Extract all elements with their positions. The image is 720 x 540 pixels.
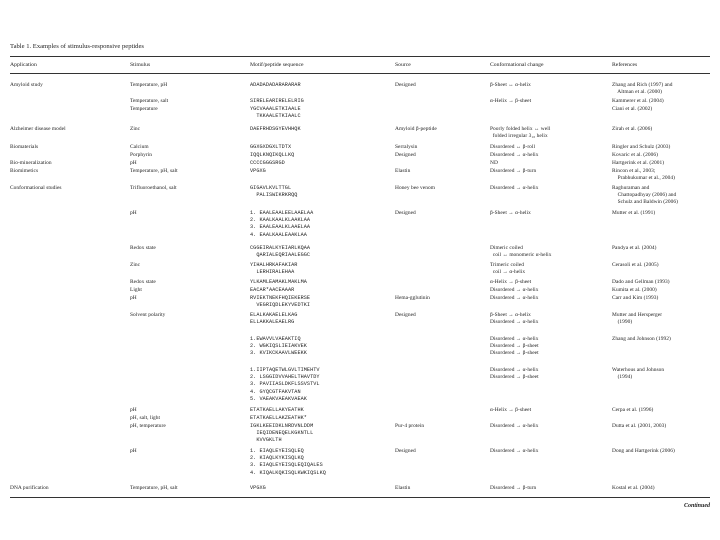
cell-source: Designed [395,210,416,216]
cell-application: Amyloid study [10,82,43,88]
cell-sequence: GGXGXDGXLTDTX [250,144,292,150]
cell-change: Disordered → α-helix [490,423,539,429]
cell-sequence: 1. EAALEAALEELAAELAA 2. KAALKAALKLAAKLAA 3. EAALEAALKLAAELAA 4. EAALKAALEAAKLAA [250,210,314,238]
cell-change: Disordered → β-turn [490,485,537,491]
cell-stimulus: Zinc [130,126,141,132]
header-application: Application [10,62,37,68]
cell-stimulus: Porphyrin [130,152,153,158]
cell-change: β-Sheet → α-helix [490,210,531,216]
cell-stimulus: Calcium [130,144,149,150]
cell-refs: Mutter and Hersperger (1990) [612,312,663,326]
cell-change: α-Helix → β-sheet [490,407,532,413]
bottom-rule [10,497,710,498]
cell-change: Disordered → β-turn [490,168,537,174]
cell-source: Serralysin [395,144,418,150]
cell-change: Trimeric coiled coil → α-helix [490,262,526,276]
cell-change: α-Helix → β-sheet [490,98,532,104]
cell-sequence: DAEFRHDSGYEVHHQK [250,126,301,132]
cell-source: Designed [395,312,416,318]
cell-stimulus: pH [130,448,137,454]
cell-application: Biomimetics [10,168,39,174]
header-source: Source [395,62,411,68]
cell-refs: Kostal et al. (2004) [612,485,655,491]
cell-stimulus: Redox state [130,279,156,285]
cell-refs: Raghuraman and Chattopadhyay (2006) and Schulz and Baldwin (2006) [612,185,678,206]
cell-sequence: VPGXG [250,168,266,174]
cell-refs: Pandya et al. (2004) [612,245,657,251]
cell-application: Bio-mineralization [10,160,52,166]
cell-change: Disordered → α-helix Disordered → β-sheet Disordered → β-sheet [490,336,539,357]
cell-sequence: YLKAMLEAMAKLMAKLMA [250,279,307,285]
cell-change: Disordered → α-helix [490,287,539,293]
cell-source: Honey bee venom [395,185,435,191]
cell-refs: Mutter et al. (1991) [612,210,656,216]
cell-source: Elastin [395,168,411,174]
cell-source: Elastin [395,485,411,491]
cell-stimulus: Temperature [130,106,158,112]
cell-change: Dimeric coiled coil ↔ monomeric α-helix [490,245,552,259]
cell-sequence: 1. EIAQLEYEISQLEQ 2. KIAQLKYKISQLKQ 3. EIAQLEYEISQLEQIQALES 4. KIQALKQKISQLKWKIQSLKQ [250,448,326,476]
cell-source: Designed [395,82,416,88]
cell-change: β-Sheet → α-helix Disordered → α-helix [490,312,539,326]
cell-sequence: ETATKAELLAKZEATHK* [250,415,307,421]
header-references: References [612,62,638,68]
cell-sequence: CCCCGGGSRGD [250,160,285,166]
cell-sequence: EACAR*AACEAAAR [250,287,295,293]
continued-label: Continued [683,503,710,509]
cell-source: Hema-gglutinin [395,295,430,301]
cell-sequence: ADADADADARARARAR [250,82,301,88]
cell-stimulus: pH, salt, light [130,415,161,421]
cell-application: Alzheimer disease model [10,126,66,132]
cell-change: β-Sheet ↔ α-helix [490,82,531,88]
cell-sequence: YIHALHRKAFAKIAR LERHIRALEHAA [250,262,298,276]
cell-source: Pur-4 protein [395,423,425,429]
cell-stimulus: pH [130,295,137,301]
cell-change: Poorly folded helix ↔ well folded irregular 3₁₀ helix [490,126,551,140]
cell-refs: Cerpa et al. (1996) [612,407,654,413]
header-change: Conformational change [490,62,544,68]
cell-stimulus: Temperature, salt [130,98,169,104]
cell-application: Conformational studies [10,185,62,191]
cell-sequence: SIRELEARIRELELRIG [250,98,304,104]
cell-change: Disordered → α-helix [490,295,539,301]
cell-stimulus: Trifluoroethanol, salt [130,185,177,191]
cell-source: Amyloid β-peptide [395,126,437,132]
cell-change: Disordered ↔ β-roll [490,144,536,150]
cell-change: Disordered → α-helix [490,448,539,454]
cell-sequence: ETATKAELLAKYEATHK [250,407,304,413]
cell-sequence: IGKLKEEIDKLNRDVNLDDM IEQIDENEQELKGKNTLL KVVGKLTH [250,423,314,444]
cell-stimulus: Zinc [130,262,141,268]
cell-refs: Zirah et al. (2006) [612,126,653,132]
cell-change: ND [490,160,498,166]
cell-stimulus: Redox state [130,245,156,251]
cell-refs: Zhang and Johnson (1992) [612,336,671,342]
cell-refs: Kumita et al. (2000) [612,287,657,293]
cell-stimulus: pH [130,210,137,216]
header-stimulus: Stimulus [130,62,151,68]
cell-source: Designed [395,448,416,454]
cell-refs: Dado and Gellman (1993) [612,279,670,285]
cell-refs: Carr and Kim (1993) [612,295,659,301]
cell-sequence: GIGAVLKVLTTGL PALISWIKRKRQQ [250,185,298,199]
cell-sequence: IQQLKNQIKQLLKQ [250,152,295,158]
cell-stimulus: Temperature, pH, salt [130,168,178,174]
cell-refs: Hartgerink et al. (2001) [612,160,665,166]
cell-refs: Waterhous and Johnson (1994) [612,367,665,381]
cell-sequence: VPGXG [250,485,266,491]
cell-stimulus: Light [130,287,142,293]
cell-stimulus: pH [130,407,137,413]
cell-change: α-Helix → β-sheet [490,279,532,285]
cell-refs: Cerasoli et al. (2005) [612,262,659,268]
cell-change: Disordered → α-helix [490,152,539,158]
cell-stimulus: Solvent polarity [130,312,166,318]
cell-change: Disordered → α-helix [490,185,539,191]
cell-application: DNA purification [10,485,49,491]
cell-refs: Zhang and Rich (1997) and Altman et al. (2000) [612,82,673,96]
cell-refs: Kammerer et al. (2004) [612,98,664,104]
cell-sequence: ELALKAKAELELKAG ELLAKKALEAELRG [250,312,298,326]
cell-application: Biomaterials [10,144,39,150]
cell-sequence: 1.IIPTAQETWLGVLTIMEHTV 2. LSGGIDVVAHELTHAVTDY 3. PAVIIASLDKFLSSVSTVL 4. GYQCGTFAKVTAN 5. VAEAKVAEAKVAEAK [250,367,320,402]
cell-sequence: CGGEIRALKYEIARLKQAA QARIALEQRIAALEGGC [250,245,311,259]
cell-refs: Dutta et al. (2001, 2003) [612,423,667,429]
cell-stimulus: Temperature, pH [130,82,168,88]
cell-refs: Kovaric et al. (2006) [612,152,658,158]
cell-sequence: 1.EWAVVLVAEAKTIQ 2. WGKIQSLIEIAKVEK 3. KVIKCKAAVLWEEKK [250,336,307,357]
cell-change: Disordered → α-helix Disordered → β-sheet [490,367,539,381]
cell-refs: Dong and Hartgerink (2006) [612,448,675,454]
cell-source: Designed [395,152,416,158]
header-sequence: Motif/peptide sequence [250,62,304,68]
cell-stimulus: pH [130,160,137,166]
cell-refs: Ciani et al. (2002) [612,106,653,112]
cell-refs: Rincon et al., 2003; Prabhukumar et al., 2004) [612,168,675,182]
cell-stimulus: Temperature, pH, salt [130,485,178,491]
cell-sequence: YGCVAAALETKIAALE TKKAALETKIAALC [250,106,301,120]
cell-sequence: RVIEKTNEKFHQIEKERSE VEGRIQDLEKYVEDTKI [250,295,311,309]
cell-stimulus: pH, temperature [130,423,166,429]
table-caption: Table 1. Examples of stimulus-responsive peptides [10,43,144,50]
cell-refs: Ringler and Schulz (2003) [612,144,671,150]
